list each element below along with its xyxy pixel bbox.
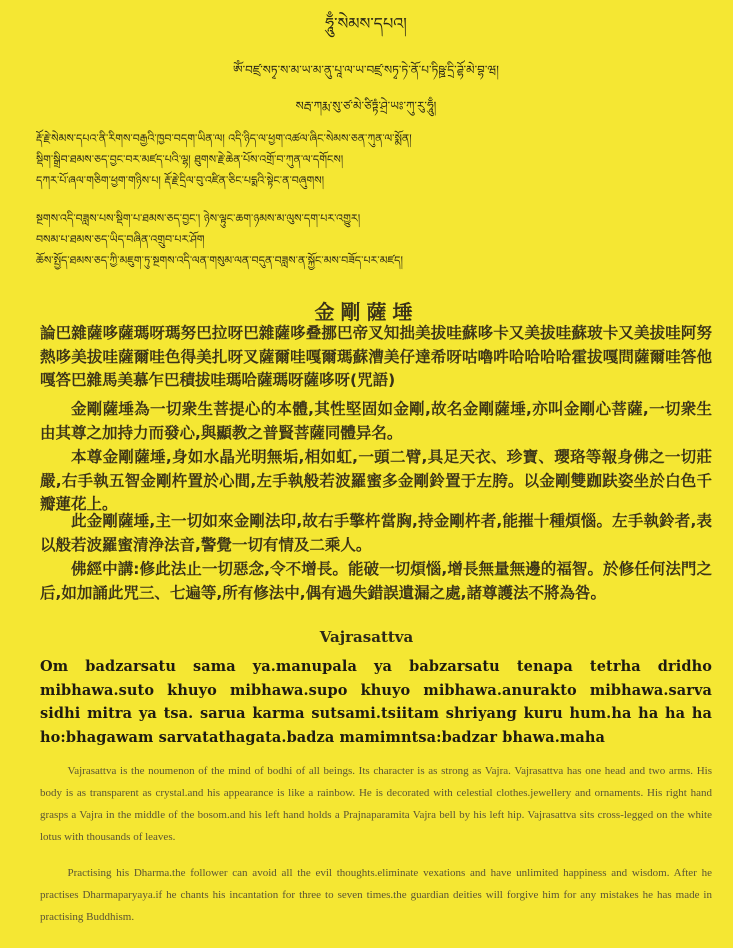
- tibetan-line: [36, 128, 716, 148]
- tibetan-paragraph-2: [36, 208, 716, 270]
- tibetan-line: [36, 149, 716, 169]
- tibetan-subtitle-2-text: སརྦ་ཀརྨ་སུ་ཙ་མེ་ཙིཏྟཾ་ཤྲེ་ཡཿ་ཀུ་རུ་ཧཱུྃ།: [295, 99, 437, 113]
- tibetan-line: [36, 208, 716, 228]
- english-practice: Practising his Dharma.the follower can avoid all the evil thoughts.eliminate vexations and have unlimited happiness and wisdom. After he practises Dharmaparyaya.if he chants his incantation for three to seven times.the guardian deities will forgive him for any mistakes he has made in practising Buddhism.: [40, 867, 712, 923]
- tibetan-line-text: རྡོ་རྗེ་སེམས་དཔའ་ནི་རིགས་བརྒྱའི་ཁྱབ་བདག་ཡིན་ལ། འདི་ཉིད་ལ་ཕྱག་འཚལ་ཞིང་སེམས་ཅན་ཀུན་ལ་སྨོན།: [36, 132, 412, 145]
- chinese-paragraph-1: 金剛薩埵為一切衆生菩提心的本體,其性堅固如金剛,故名金剛薩埵,亦叫金剛心菩薩,一切衆生由其尊之加持力而發心,與顯教之普賢菩薩同體异名。: [40, 400, 712, 442]
- tibetan-line-text: བསམ་པ་ཐམས་ཅད་ཡིད་བཞིན་འགྲུབ་པར་ཤོག: [36, 233, 205, 246]
- tibetan-title-text: ཧཱུྃ་སེམས་དཔའ།: [325, 14, 407, 33]
- tibetan-line: [36, 170, 716, 190]
- chinese-mantra: 論巴雜薩哆薩瑪呀瑪努巴拉呀巴雜薩哆叠挪巴帝叉知拙美拔哇蘇哆卡又美拔哇蘇玻卡又美拔哇阿努熱哆美拔哇薩爾哇色得美扎呀叉薩爾哇嘎爾瑪蘇漕美仔達希呀咕嚕吽哈哈哈哈霍拔嘎問薩爾哇答他嘎答巴雜馬美慕乍巴積拔哇瑪哈薩瑪呀薩哆呀(咒語): [40, 324, 712, 389]
- tibetan-paragraph-1: [36, 128, 716, 208]
- tibetan-subtitle-1: [0, 52, 733, 84]
- chinese-title: 金剛薩埵: [314, 300, 419, 324]
- chinese-paragraph-3: 此金剛薩埵,主一切如來金剛法印,故右手擎杵當胸,持金剛杵者,能摧十種煩惱。左手執鈴者,表以般若波羅蜜清浄法音,警覺一切有情及二乘人。: [40, 512, 712, 554]
- tibetan-line-text: དཀར་པོ་ཞལ་གཅིག་ཕྱག་གཉིས་པ། རྡོ་རྗེ་དྲིལ་བུ་འཛིན་ཅིང་པདྨའི་སྟེང་ན་བཞུགས།: [36, 174, 325, 187]
- chinese-paragraph-4: 佛經中講:修此法止一切惡念,令不增長。能破一切煩惱,增長無量無邊的福智。於修任何法門之后,如加誦此咒三、七遍等,所有修法中,偶有過失錯誤遺漏之處,諸尊護法不將為咎。: [40, 560, 712, 602]
- tibetan-line-text: སྔགས་འདི་བཟླས་པས་སྡིག་པ་ཐམས་ཅད་བྱང་། ཉེས་ལྟུང་ཆག་ཉམས་མ་ལུས་དག་པར་འགྱུར།: [36, 212, 361, 225]
- tibetan-line-text: ཆོས་སྤྱོད་ཐམས་ཅད་ཀྱི་མཇུག་ཏུ་སྔགས་འདི་ལན་གསུམ་ལན་བདུན་བཟླས་ན་སྐྱོང་མས་བཟོད་པར་མཛད།: [36, 254, 403, 267]
- tibetan-line-text: སྡིག་སྒྲིབ་ཐམས་ཅད་བྱང་བར་མཛད་པའི་ལྷ། ཐུགས་རྗེ་ཆེན་པོས་འགྲོ་བ་ཀུན་ལ་དགོངས།: [36, 153, 344, 166]
- tibetan-line: [36, 229, 716, 249]
- english-mantra: Om badzarsatu sama ya.manupala ya babzarsatu tenapa tetrha dridho mibhawa.suto khuyo mibhawa.supo khuyo mibhawa.anurakto mibhawa.sarva sidhi mitra ya tsa. sarua karma sutsami.tsiitam shriyang kuru hum.ha ha ha ha ho:bhagawam sarvatathagata.badza mamimntsa:badzar bhawa.maha: [40, 658, 712, 746]
- english-description: Vajrasattva is the noumenon of the mind of bodhi of all beings. Its character is as strong as Vajra. Vajrasattva has one head and two arms. His body is as transparent as crystal.and his appearance is like a rainbow. He is decorated with celestial clothes.jewellery and ornaments. His right hand grasps a Vajra in the middle of the bosom.and his left hand holds a Prajnaparamita Vajra bell by his left hip. Vajrasattva sits cross-legged on the white lotus with thousands of leaves.: [40, 765, 712, 843]
- tibetan-subtitle-2: [0, 88, 733, 120]
- tibetan-line: [36, 250, 716, 270]
- english-heading: Vajrasattva: [319, 628, 414, 646]
- chinese-paragraph-2: 本尊金剛薩埵,身如水晶光明無垢,相如虹,一頭二臂,具足天衣、珍寶、瓔珞等報身佛之一切莊嚴,右手執五智金剛杵置於心間,左手執般若波羅蜜多金剛鈴置于左胯。以金剛雙跏趺姿坐於白色千瓣蓮花上。: [40, 448, 712, 513]
- tibetan-title: [0, 8, 733, 38]
- tibetan-subtitle-1-text: ཨོཾ་བཛྲ་སཏྭ་ས་མ་ཡ་མ་ནུ་པཱ་ལ་ཡ་བཛྲ་སཏྭ་ཏེ་ནོ་པ་ཏིཥྛ་དྲི་ཌྷོ་མེ་བྷ་ཝ།: [233, 63, 499, 77]
